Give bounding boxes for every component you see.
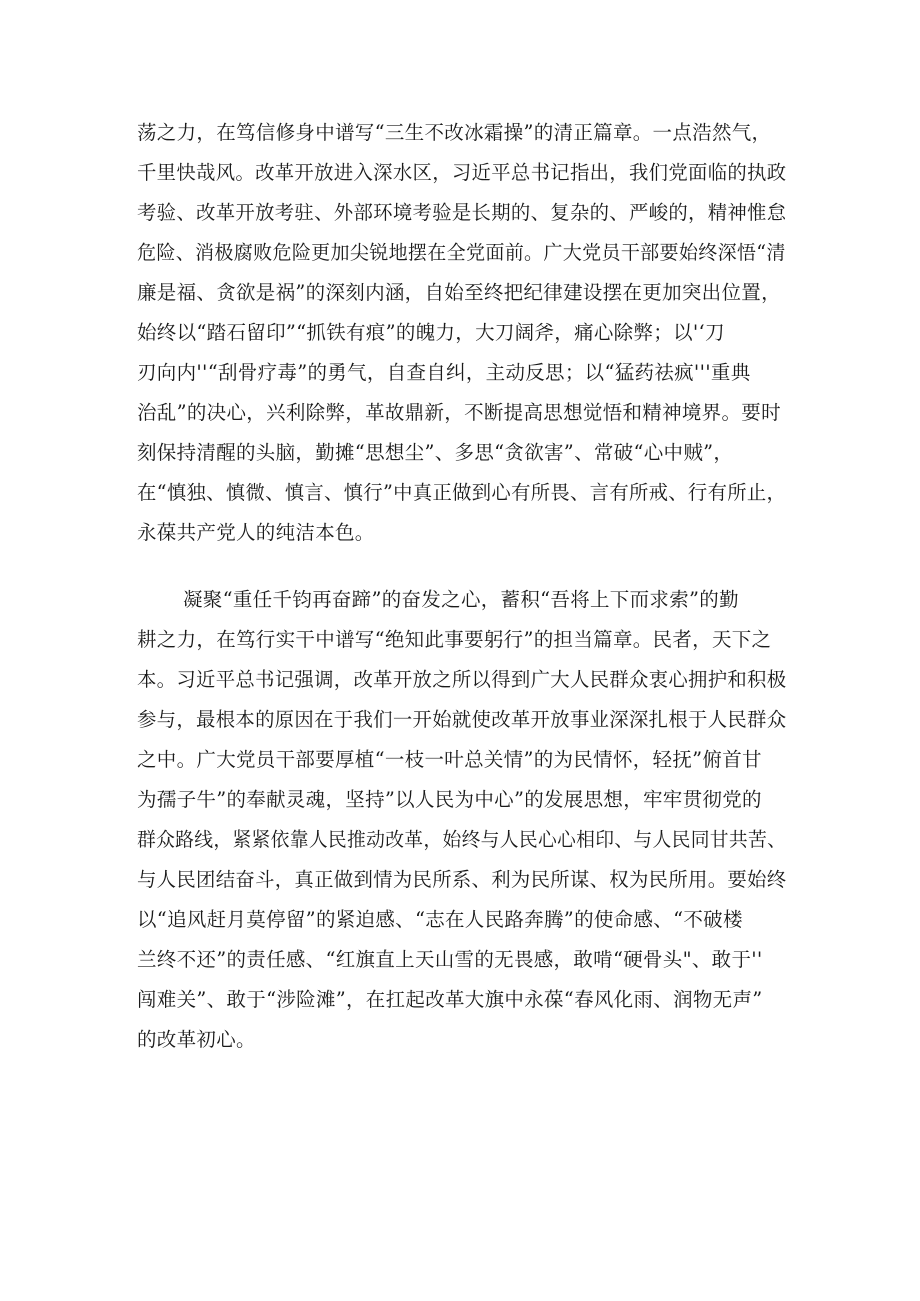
paragraph-line: 以“追风赶月莫停留”的紧迫感、“志在人民路奔腾”的使命感、“不破楼 bbox=[137, 908, 743, 931]
paragraph-line: 凝聚“重任千钧再奋蹄”的奋发之心，蓄积“吾将上下而求索”的勤 bbox=[183, 588, 739, 611]
paragraph-line: 廉是福、贪欲是祸”的深刻内涵，自始至终把纪律建设摆在更加突出位置， bbox=[137, 281, 781, 304]
paragraph-line: 的改革初心。 bbox=[137, 1028, 256, 1051]
paragraph-line: 永葆共产党人的纯洁本色。 bbox=[137, 521, 375, 544]
paragraph-line: 耕之力，在笃行实干中谱写“绝知此事要躬行”的担当篇章。民者，天下之 bbox=[137, 628, 772, 651]
paragraph-line: 与人民团结奋斗，真正做到情为民所系、利为民所谋、权为民所用。要始终 bbox=[137, 868, 787, 891]
paragraph-line: 千里快哉风。改革开放进入深水区，习近平总书记指出，我们党面临的执政 bbox=[137, 161, 787, 184]
paragraph-line: 参与，最根本的原因在于我们一开始就使改革开放事业深深扎根于人民群众 bbox=[137, 708, 787, 731]
paragraph-line: 为孺子牛”的奉献灵魂，坚持”以人民为中心”的发展思想，牢牢贯彻党的 bbox=[137, 788, 762, 811]
paragraph-line: 在“慎独、慎微、慎言、慎行”中真正做到心有所畏、言有所戒、行有所止， bbox=[137, 481, 787, 504]
paragraph-line: 刃向内''“刮骨疗毒”的勇气，自查自纠，主动反思；以“猛药祛疯'''重典 bbox=[137, 361, 751, 384]
paragraph-line: 危险、消极腐败危险更加尖锐地摆在全党面前。广大党员干部要始终深悟“清 bbox=[137, 241, 786, 264]
paragraph-line: 刻保持清醒的头脑，勤摊“思想尘”、多思“贪欲害”、常破“心中贼”， bbox=[137, 441, 734, 464]
paragraph-line: 群众路线，紧紧依靠人民推动改革，始终与人民心心相印、与人民同甘共苦、 bbox=[137, 828, 787, 851]
paragraph-line: 本。习近平总书记强调，改革开放之所以得到广大人民群众衷心拥护和积极 bbox=[137, 668, 787, 691]
paragraph-line: 治乱”的决心，兴利除弊，革故鼎新，不断提高思想觉悟和精神境界。要时 bbox=[137, 401, 781, 424]
paragraph-line: 考验、改革开放考驻、外部环境考验是长期的、复杂的、严峻的，精神惟怠 bbox=[137, 201, 787, 224]
paragraph-line: 兰终不还”的责任感、“红旗直上天山雪的无畏感，敢啃“硬骨头"、敢于'' bbox=[137, 948, 763, 971]
paragraph-line: 始终以“踏石留印”“抓铁有痕”的魄力，大刀阔斧，痛心除弊；以'‘刀 bbox=[137, 321, 725, 344]
paragraph-line: 荡之力，在笃信修身中谱写“三生不改冰霜操”的清正篇章。一点浩然气， bbox=[137, 121, 772, 144]
paragraph-line: 之中。广大党员干部要厚植“一枝一叶总关情”的为民情怀，轻抚”俯首甘 bbox=[137, 748, 762, 771]
paragraph-line: 闯难关”、敢于“涉险滩”，在扛起改革大旗中永葆“春风化雨、润物无声” bbox=[137, 988, 763, 1011]
